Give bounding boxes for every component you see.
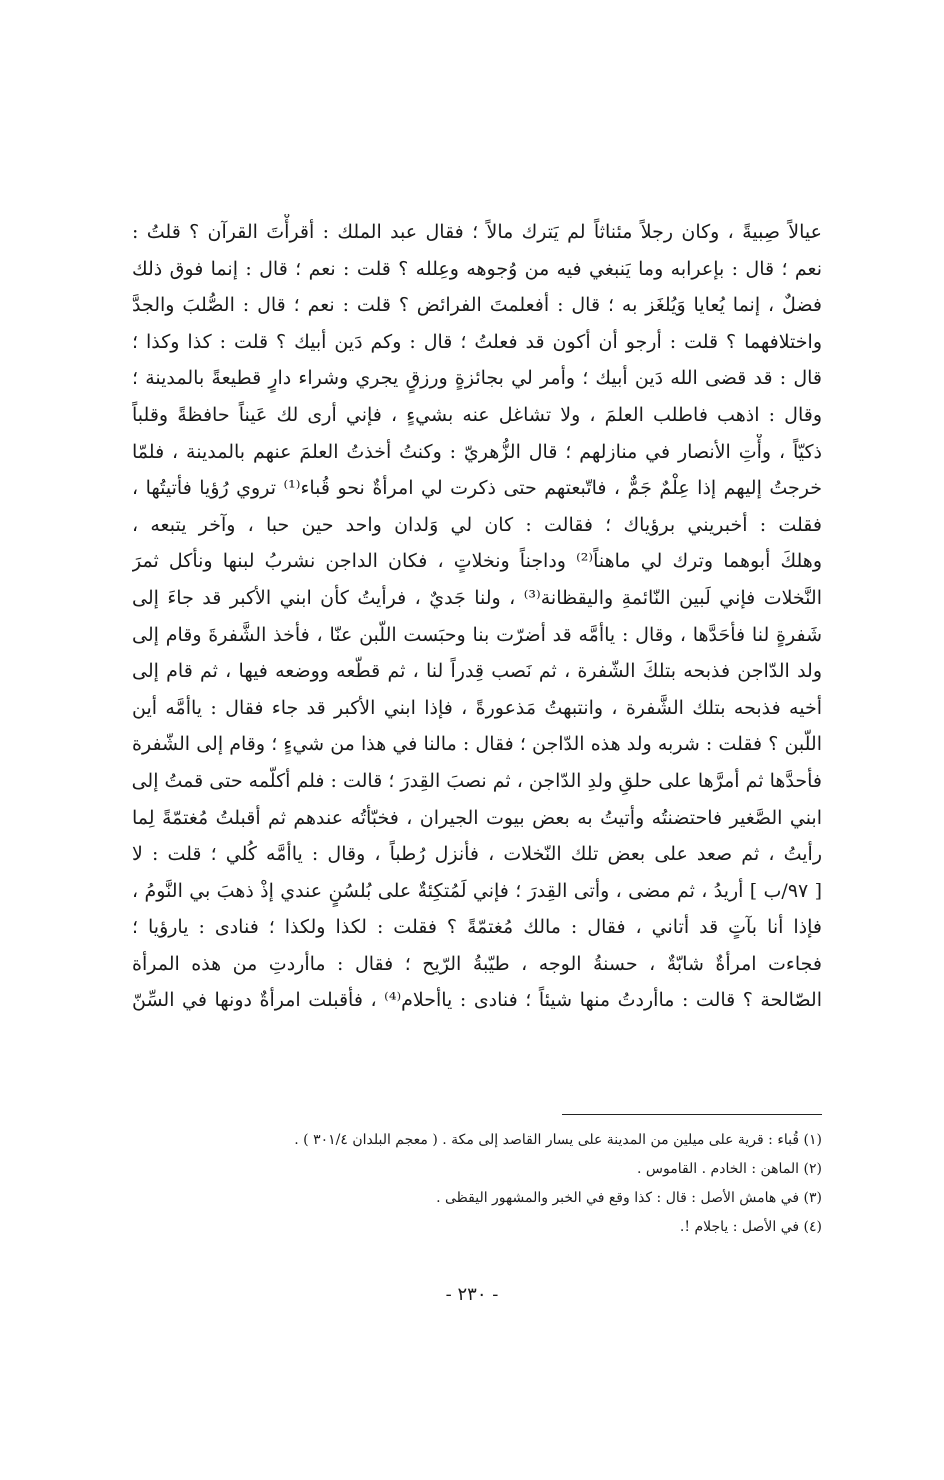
- text-line: شَفرةٍ لنا فأحَدَّها ، وقال : ياأمَّه قد أضرّت بنا وحبَست اللّبن عنّا ، فأخذ الشَّفرةَ وقام إلى: [132, 623, 822, 646]
- text-line: [ ٩٧/ب ] أريدُ ، ثم مضى ، وأتى القِدرَ ؛ فإني لَمُتكِئةٌ على بُلسُنٍ عندي إذْ ذهبَ بي النَّومُ ،: [132, 879, 822, 902]
- text-line: النَّخلات فإني لَبين النّائمةِ واليقظانة⁽³⁾ ، ولنا جَديٌ ، فرأيتُ كأن ابني الأكبر قد جاءَ إلى: [132, 586, 822, 609]
- body-text: [132, 214, 822, 1019]
- text-line: وهلكَ أبوهما وترك لي ماهناً⁽²⁾ وداجناً ونخلاتٍ ، فكان الداجن نشربُ لبنها ونأكل ثمرَ: [132, 550, 822, 573]
- text-line: قال : قد قضى الله دَين أبيك ؛ وأمر لي بجائزةٍ ورزقٍ يجري وشراء دارٍ قطيعةً بالمدينة ؛: [132, 367, 822, 390]
- text-line: الصّالحة ؟ قالت : ماأردتُ منها شيئاً ؛ فنادى : ياأحلام⁽⁴⁾ ، فأقبلت امرأةٌ دونها في السِّنّ: [132, 989, 822, 1012]
- text-line: خرجتُ إليهم إذا عِلْمٌ جَمٌّ ، فاتّبعتهم حتى ذكرت لي امرأةٌ نحو قُباء⁽¹⁾ تروي رُؤيا فأتيتُها ،: [132, 477, 822, 500]
- text-line: فضلٌ ، إنما يُعايا وَيُلغَز به ؛ قال : أفعلمتَ الفرائض ؟ قلت : نعم ؛ قال : الصُّلبَ والجدَّ: [132, 294, 822, 317]
- text-line: فأحدَّها ثم أمرَّها على حلقِ ولدِ الدّاجن ، ثم نصبَ القِدرَ ؛ قالت : فلم أكلّمه حتى قمتُ إلى: [132, 769, 822, 792]
- page-number: - ٢٣٠ -: [445, 1284, 499, 1305]
- text-line: فإذا أنا بآتٍ قد أتاني ، فقال : مالك مُغتمّةً ؟ فقلت : لكذا ولكذا ؛ فنادى : يارؤيا ؛: [132, 916, 822, 939]
- footnote: (٢) الماهن : الخادم . القاموس .: [636, 1161, 822, 1177]
- footnote: (٤) في الأصل : ياجلام !.: [679, 1219, 822, 1235]
- text-line: اللّبن ؟ فقلت : شربه ولد هذه الدّاجن ؛ فقال : مالنا في هذا من شيءٍ ؛ وقام إلى الشّفرة: [132, 733, 822, 756]
- text-line: فجاءت امرأةٌ شابّةٌ ، حسنةُ الوجه ، طيّبةُ الرّيح ؛ فقال : ماأردتِ من هذه المرأة: [132, 952, 822, 975]
- text-line: ذكيّاً ، وأْتِ الأنصار في منازلهم ؛ قال الزُّهريّ : وكنتُ أخذتُ العلمَ عنهم بالمدينة ، فلمّا: [132, 440, 822, 463]
- footnote-divider: [562, 1114, 822, 1115]
- text-line: فقلت : أخبريني برؤياك ؛ فقالت : كان لي وَلدان واحد حين حبا ، وآخر يتبعه ،: [132, 513, 822, 536]
- text-line: عيالاً صِبيةً ، وكان رجلاً مئناثاً لم يَترك مالاً ؛ فقال عبد الملك : أقرأْتَ القرآن ؟ قلتُ :: [132, 221, 822, 243]
- text-line: ابني الصَّغير فاحتضنتُه وأتيتُ به بعض بيوت الجيران ، فخبّأتُه عندهم ثم أقبلتُ مُغتمّةً لِما: [132, 806, 822, 829]
- text-line: وقال : اذهب فاطلب العلمَ ، ولا تشاغل عنه بشيءٍ ، فإني أرى لك عَيناً حافظةً وقلباً: [132, 403, 822, 426]
- text-line: واختلافهما ؟ قلت : أرجو أن أكون قد فعلتُ ؛ قال : وكم دَين أبيك ؟ قلت : كذا وكذا ؛: [132, 330, 822, 353]
- footnote: (١) قُباء : قرية على ميلين من المدينة على يسار القاصد إلى مكة . ( معجم البلدان ٣٠١/٤ ) .: [294, 1132, 822, 1148]
- footnote: (٣) في هامش الأصل : قال : كذا وقع في الخبر والمشهور اليقظى .: [436, 1190, 822, 1206]
- text-line: نعم ؛ قال : بإعرابه وما يَنبغي فيه من وُجوهه وعِلله ؟ قلت : نعم ؛ قال : إنما فوق ذلك: [132, 257, 822, 280]
- text-line: رأيتُ ، ثم صعد على بعض تلك النّخلات ، فأنزل رُطباً ، وقال : ياأمَّه كُلي ؛ قلت : لا: [132, 843, 822, 866]
- footnotes: [132, 1126, 822, 1242]
- text-line: أخيه فذبحه بتلك الشَّفرة ، وانتبهتُ مَذعورةً ، فإذا ابني الأكبر قد جاء فقال : ياأمَّه أين: [132, 696, 822, 719]
- text-line: ولد الدّاجن فذبحه بتلكَ الشّفرة ، ثم نَصب قِدراً لنا ، ثم قطّعه ووضعه فيها ، ثم قام إلى: [132, 660, 822, 683]
